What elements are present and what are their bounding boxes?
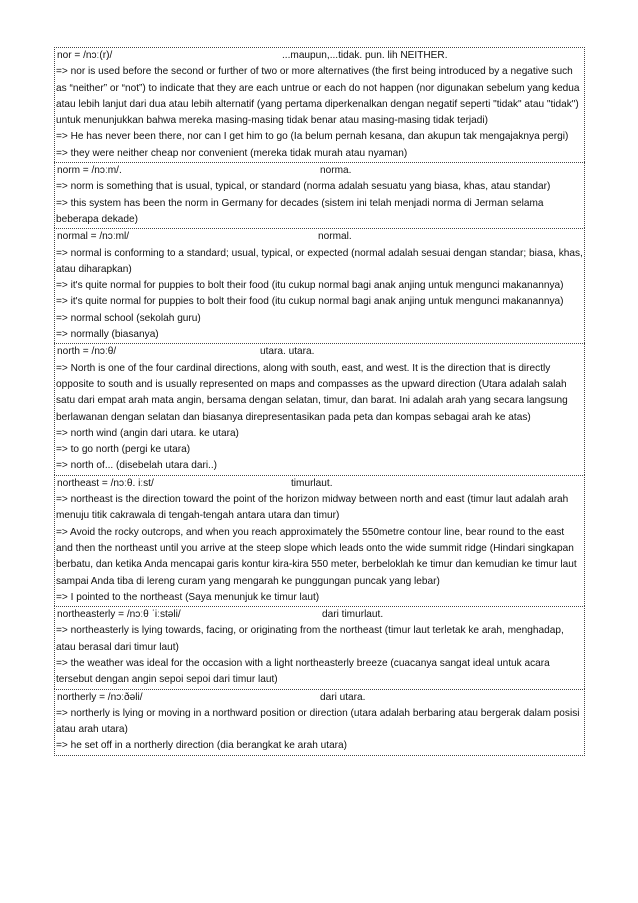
entry-headword: norm = /nɔːm/. xyxy=(57,165,122,177)
entry-line: => northerly is lying or moving in a northward position or direction (utara adalah berbaring atau bergerak dalam posisi atau arah utara) xyxy=(56,707,580,736)
entry-line: => norm is something that is usual, typical, or standard (norma adalah sesuatu yang biasa, khas, atau standar) xyxy=(56,181,551,193)
entry-line: => north wind (angin dari utara. ke utara) xyxy=(56,427,239,439)
entry-line: => he set off in a northerly direction (dia berangkat ke arah utara) xyxy=(56,740,348,752)
entry-line: => the weather was ideal for the occasion with a light northeasterly breeze (cuacanya sangat ideal untuk acara tersebut dengan angin sepoi sepoi dari timur laut) xyxy=(56,657,550,686)
entry-line: => normal school (sekolah guru) xyxy=(56,312,201,324)
entry-north xyxy=(54,343,585,474)
entry-line: => it's quite normal for puppies to bolt their food (itu cukup normal bagi anak anjing untuk mengunci makanannya) xyxy=(56,280,564,292)
entry-line: => Avoid the rocky outcrops, and when you reach approximately the 550metre contour line, bear round to the east and then the northeast until you arrive at the steep slope which leads onto the wide summit ridge (Hindari singkapan berbatu, dan ketika Anda mencapai garis kontur kira-kira 550 meter, berbeloklah ke timur dan kemudian ke timur laut sampai Anda tiba di lereng curam yang mengarah ke punggungan puncak yang lebar) xyxy=(56,526,577,587)
entry-line: => northeast is the direction toward the point of the horizon midway between north and east (timur laut adalah arah menuju titik cakrawala di tengah-tengah antara utara dan timur) xyxy=(56,494,569,522)
entry-nor xyxy=(54,47,585,162)
entry-line: => this system has been the norm in Germany for decades (sistem ini telah menjadi norma di Jerman selama beberapa dekade) xyxy=(56,197,544,225)
entry-meaning: norma. xyxy=(320,165,352,177)
entry-line: => it's quite normal for puppies to bolt their food (itu cukup normal bagi anak anjing untuk mengunci makanannya) xyxy=(56,296,564,308)
entry-line: => north of... (disebelah utara dari..) xyxy=(56,460,218,472)
entry-meaning: ...maupun,...tidak. pun. lih NEITHER. xyxy=(282,50,448,61)
entry-headword: northeasterly = /nɔːθ ˈiːstəli/ xyxy=(57,609,181,621)
entry-headword: northeast = /nɔːθ. iːst/ xyxy=(57,477,154,489)
entry-line: => nor is used before the second or further of two or more alternatives (the first being introduced by a negative such as “neither” or “not”) to indicate that they are each untrue or each do not happen (nor digunakan sebelum yang kedua atau lebih lanjut dari dua atau lebih alternatif (yang pertama diperkenalkan dengan negatif seperti "tidak" atau "tidak") untuk menunjukkan bahwa mereka masing-masing tidak benar atau masing-masing tidak terjadi) xyxy=(56,66,580,127)
entry-northeasterly xyxy=(54,606,585,688)
entry-headword: northerly = /nɔːðəli/ xyxy=(57,691,143,703)
entry-line: => He has never been there, nor can I get him to go (Ia belum pernah kesana, dan akupun tak mengajaknya pergi) xyxy=(56,131,569,143)
entry-meaning: normal. xyxy=(318,231,352,243)
entry-meaning: timurlaut. xyxy=(291,477,333,489)
entry-headword: north = /nɔːθ/ xyxy=(57,346,117,358)
entry-meaning: dari timurlaut. xyxy=(322,609,384,621)
entry-line: => northeasterly is lying towards, facing, or originating from the northeast (timur laut terletak ke arah, menghadap, atau berasal dari timur laut) xyxy=(56,625,564,653)
entry-norm xyxy=(54,162,585,228)
entry-line: => they were neither cheap nor convenient (mereka tidak murah atau nyaman) xyxy=(56,147,408,159)
entry-northerly xyxy=(54,689,585,756)
entry-headword: normal = /nɔːml/ xyxy=(57,231,130,243)
entry-meaning: dari utara. xyxy=(320,691,366,703)
entry-line: => to go north (pergi ke utara) xyxy=(56,444,191,456)
entry-line: => normal is conforming to a standard; usual, typical, or expected (normal adalah sesuai dengan standar; biasa, khas, atau diharapkan) xyxy=(56,247,583,275)
entry-headword: nor = /nɔː(r)/ xyxy=(57,50,113,61)
dictionary-page xyxy=(54,47,585,756)
entry-normal xyxy=(54,228,585,343)
entry-line: => I pointed to the northeast (Saya menunjuk ke timur laut) xyxy=(56,591,320,603)
entry-northeast xyxy=(54,475,585,606)
entry-line: => normally (biasanya) xyxy=(56,329,159,341)
entry-line: => North is one of the four cardinal directions, along with south, east, and west. It is the direction that is directly opposite to south and is usually represented on maps and compasses as the upward direction (Utara adalah salah satu dari empat arah mata angin, bersama dengan selatan, timur, dan barat. Ini adalah arah yang secara langsung berlawanan dengan selatan dan biasanya direpresentasikan pada peta dan kompas sebagai arah ke atas) xyxy=(56,362,568,423)
entry-meaning: utara. utara. xyxy=(260,346,315,358)
